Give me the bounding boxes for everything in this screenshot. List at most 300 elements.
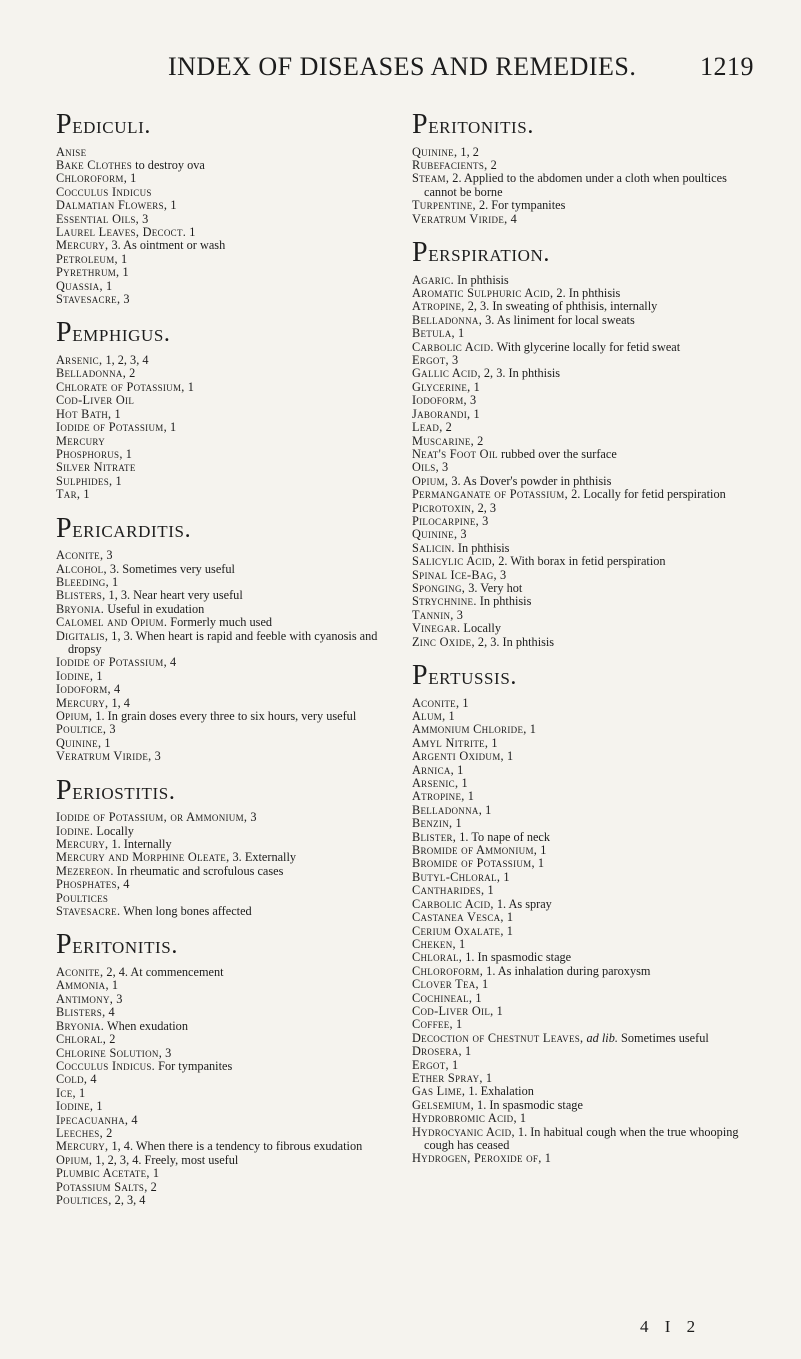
index-entry xyxy=(412,475,752,488)
remedy-name: Silver Nitrate xyxy=(56,460,136,475)
remedy-name: Chlorate of Potassium, xyxy=(56,379,185,394)
remedy-note: Locally xyxy=(460,621,501,636)
remedy-note: 1 xyxy=(75,1085,86,1100)
remedy-name: Decoction of Chestnut Leaves, xyxy=(412,1030,584,1045)
remedy-name: Mercury and Morphine Oleate, xyxy=(56,850,230,865)
remedy-name: Quassia, xyxy=(56,278,103,293)
remedy-note: 1 xyxy=(526,722,536,737)
remedy-note: 1 xyxy=(503,910,514,925)
index-entry xyxy=(56,488,398,501)
index-entry xyxy=(56,1006,398,1019)
remedy-note: 1. Internally xyxy=(108,837,172,852)
remedy-note: 1 xyxy=(537,843,547,858)
entry-list xyxy=(412,146,752,226)
index-entry xyxy=(412,777,752,790)
index-entry xyxy=(412,421,752,434)
remedy-note: 4 xyxy=(128,1112,138,1127)
remedy-name: Cheken, xyxy=(412,936,456,951)
index-entry xyxy=(412,435,752,448)
remedy-note: 1. In grain doses every three to six hours, very useful xyxy=(92,709,357,723)
remedy-name: Lead, xyxy=(412,420,443,435)
remedy-note: 1. As spray xyxy=(493,896,552,911)
remedy-note: 1 xyxy=(167,198,177,213)
remedy-note: For tympanites xyxy=(155,1058,233,1073)
remedy-note: 3 xyxy=(106,722,116,737)
remedy-note: 1 xyxy=(93,1099,103,1114)
remedy-note: 3 xyxy=(496,567,507,582)
remedy-name: Quinine, xyxy=(412,527,458,542)
index-entry xyxy=(412,1059,752,1072)
index-entry xyxy=(56,213,398,226)
remedy-name: Petroleum, xyxy=(56,251,118,266)
index-entry xyxy=(56,630,398,657)
index-entry xyxy=(56,226,398,239)
index-entry xyxy=(412,555,752,568)
remedy-note: 2 xyxy=(487,158,497,172)
remedy-note: 1 xyxy=(488,735,498,750)
remedy-name: Turpentine, xyxy=(412,198,476,213)
index-entry xyxy=(56,825,398,838)
remedy-name: Hot Bath, xyxy=(56,406,112,421)
remedy-name: Vinegar. xyxy=(412,621,461,636)
remedy-name: Mezereon. xyxy=(56,863,114,878)
remedy-note: 1 xyxy=(80,487,90,502)
remedy-name: Cod-Liver Oil, xyxy=(412,1003,494,1018)
remedy-note: 1 xyxy=(445,709,455,723)
remedy-name: Hydrogen, Peroxide of, xyxy=(412,1151,542,1166)
index-entry xyxy=(412,488,752,501)
remedy-name: Iodoform, xyxy=(412,393,467,408)
section-heading: Periostitis. xyxy=(56,774,176,806)
remedy-note: 3. As ointment or wash xyxy=(108,238,226,253)
remedy-name: Bromide of Ammonium, xyxy=(412,843,538,858)
printer-signature-mark: 4 I 2 xyxy=(640,1317,702,1336)
remedy-note: 1 xyxy=(461,1044,472,1059)
index-entry xyxy=(412,1099,752,1112)
remedy-note: 2. Locally for fetid perspiration xyxy=(568,487,726,502)
remedy-note: 1. In spasmodic stage xyxy=(462,950,572,965)
index-entry xyxy=(412,1032,752,1045)
index-entry xyxy=(56,1140,398,1153)
remedy-note: 1 xyxy=(470,406,480,421)
remedy-name: Iodide of Potassium, xyxy=(56,655,167,670)
index-entry xyxy=(412,172,752,199)
page-title: INDEX OF DISEASES AND REMEDIES. xyxy=(168,52,637,81)
index-entry xyxy=(56,1020,398,1033)
remedy-name: Poultice, xyxy=(56,722,107,737)
remedy-name: Cocculus Indicus xyxy=(56,184,152,199)
remedy-note: 2 xyxy=(474,433,484,448)
remedy-name: Butyl-Chloral, xyxy=(412,869,501,884)
section-heading: Pediculi. xyxy=(56,109,151,140)
remedy-note: 1 xyxy=(472,990,482,1005)
index-entry xyxy=(56,589,398,602)
index-entry xyxy=(412,1045,752,1058)
index-entry xyxy=(56,892,398,905)
remedy-note: 3 xyxy=(466,393,477,408)
section-heading: Perspiration. xyxy=(412,237,551,269)
index-entry xyxy=(412,884,752,897)
remedy-name: Atropine, xyxy=(412,299,465,314)
remedy-name: Neat's Foot Oil xyxy=(412,446,498,461)
remedy-note: 1 xyxy=(117,251,128,266)
remedy-note: to destroy ova xyxy=(132,158,205,172)
index-entry xyxy=(412,951,752,964)
index-entry xyxy=(56,1154,398,1167)
remedy-name: Alum, xyxy=(412,709,446,723)
index-entry xyxy=(56,448,398,461)
index-entry xyxy=(412,622,752,635)
remedy-note: In phthisis xyxy=(476,594,532,609)
remedy-name: Amyl Nitrite, xyxy=(412,735,489,750)
remedy-note: 3. As liniment for local sweats xyxy=(482,312,635,327)
remedy-note: Formerly much used xyxy=(167,615,273,630)
remedy-note: 3 xyxy=(438,460,449,475)
index-entry xyxy=(412,287,752,300)
index-entry xyxy=(56,475,398,488)
index-entry xyxy=(56,394,398,407)
remedy-name: Mercury, xyxy=(56,695,109,710)
left-column xyxy=(56,108,398,1207)
remedy-note: 1 xyxy=(93,668,103,683)
remedy-name: Pilocarpine, xyxy=(412,513,480,528)
index-entry xyxy=(56,1073,398,1086)
remedy-name: Cantharides, xyxy=(412,883,485,898)
index-entry xyxy=(412,528,752,541)
remedy-note: 2, 3, 4 xyxy=(111,1192,146,1207)
remedy-note: 2. In phthisis xyxy=(553,286,621,301)
index-entry xyxy=(56,159,398,172)
index-entry xyxy=(412,394,752,407)
remedy-name: Belladonna, xyxy=(412,312,483,327)
remedy-name: Salicylic Acid, xyxy=(412,554,496,569)
remedy-note: In phthisis xyxy=(454,540,510,555)
index-entry xyxy=(412,978,752,991)
remedy-note: 1 xyxy=(122,446,132,461)
remedy-note: 2 xyxy=(106,1032,116,1047)
remedy-note: rubbed over the surface xyxy=(497,446,617,461)
index-entry xyxy=(56,354,398,367)
remedy-name: Ergot, xyxy=(412,1057,449,1072)
index-entry xyxy=(412,1072,752,1085)
remedy-name: Mercury, xyxy=(56,238,109,253)
remedy-note: 1 xyxy=(503,923,513,938)
remedy-name: Iodine, xyxy=(56,1099,94,1114)
remedy-note: 3 xyxy=(120,292,130,307)
remedy-note: 3. Externally xyxy=(229,850,297,865)
index-entry xyxy=(412,965,752,978)
remedy-name: Steam, xyxy=(412,171,450,186)
remedy-name: Iodoform, xyxy=(56,682,111,697)
index-entry xyxy=(56,280,398,293)
index-entry xyxy=(56,146,398,159)
remedy-note: 2 xyxy=(147,1179,157,1194)
remedy-name: Cochineal, xyxy=(412,990,473,1005)
remedy-name: Arsenic, xyxy=(56,353,103,368)
index-entry xyxy=(56,878,398,891)
remedy-note: 1. In habitual cough when the true whooping cough has ceased xyxy=(424,1124,739,1152)
remedy-name: Digitalis, xyxy=(56,628,109,643)
remedy-name: Arnica, xyxy=(412,762,455,777)
index-entry xyxy=(412,871,752,884)
remedy-name: Carbolic Acid. xyxy=(412,339,494,354)
remedy-note: 1 xyxy=(112,473,122,488)
index-entry xyxy=(56,1087,398,1100)
index-entry xyxy=(412,213,752,226)
remedy-note: 1 xyxy=(108,574,119,589)
remedy-note: 1 xyxy=(482,1070,493,1085)
index-entry xyxy=(56,172,398,185)
remedy-note: In phthisis xyxy=(454,272,509,287)
index-entry xyxy=(412,938,752,951)
index-entry xyxy=(412,502,752,515)
entry-list xyxy=(56,354,398,501)
remedy-name: Aconite, xyxy=(412,695,460,710)
remedy-name: Alcohol, xyxy=(56,561,107,576)
index-entry xyxy=(56,381,398,394)
entry-list xyxy=(412,697,752,1166)
remedy-name: Phosphates, xyxy=(56,877,121,892)
index-entry xyxy=(56,865,398,878)
index-entry xyxy=(412,992,752,1005)
remedy-name: Tar, xyxy=(56,487,81,502)
section-pemphigus xyxy=(56,316,398,501)
section-heading: Peritonitis. xyxy=(56,929,178,961)
index-entry xyxy=(412,636,752,649)
remedy-name: Phosphorus, xyxy=(56,446,123,461)
remedy-name: Opium, xyxy=(412,473,449,488)
remedy-name: Picrotoxin, xyxy=(412,500,475,515)
remedy-note: 1 xyxy=(484,883,494,898)
index-entry xyxy=(412,327,752,340)
remedy-name: Veratrum Viride, xyxy=(56,749,152,764)
index-entry xyxy=(412,804,752,817)
remedy-name: Opium, xyxy=(56,709,93,723)
remedy-name: Sponging, xyxy=(412,580,466,595)
remedy-note: 1, 2, 3, 4 xyxy=(102,353,149,368)
remedy-name: Chloral, xyxy=(412,950,463,965)
index-entry xyxy=(412,737,752,750)
remedy-name: Atropine, xyxy=(412,789,465,804)
remedy-name: Tannin, xyxy=(412,607,454,622)
index-entry xyxy=(412,515,752,528)
remedy-note: When long bones affected xyxy=(120,904,252,919)
remedy-note: 2 xyxy=(126,366,136,381)
remedy-name: Veratrum Viride, xyxy=(412,211,508,226)
remedy-name: Betula, xyxy=(412,326,455,341)
index-entry xyxy=(56,549,398,562)
remedy-name: Permanganate of Potassium, xyxy=(412,487,568,502)
remedy-name: Pyrethrum, xyxy=(56,265,120,280)
remedy-name: Dalmatian Flowers, xyxy=(56,198,168,213)
index-entry xyxy=(56,1047,398,1060)
section-pericarditis xyxy=(56,512,398,764)
index-entry xyxy=(56,408,398,421)
remedy-note: 2, 3. In phthisis xyxy=(474,634,555,649)
remedy-note: 2, 3 xyxy=(474,500,497,515)
remedy-name: Jaborandi, xyxy=(412,406,471,421)
index-entry xyxy=(412,199,752,212)
remedy-name: Hydrobromic Acid, xyxy=(412,1111,517,1126)
remedy-name: Castanea Vesca, xyxy=(412,910,504,925)
remedy-note: 1. As inhalation during paroxysm xyxy=(483,963,651,978)
remedy-name: Essential Oils, xyxy=(56,211,140,226)
index-entry xyxy=(56,435,398,448)
index-entry xyxy=(56,1167,398,1180)
remedy-note: 4 xyxy=(120,877,130,892)
remedy-note: 1, 2 xyxy=(457,144,479,159)
entry-list xyxy=(412,274,752,649)
remedy-name: Anise xyxy=(56,144,87,159)
remedy-note: 1 xyxy=(454,326,465,341)
index-entry xyxy=(412,354,752,367)
index-entry xyxy=(56,710,398,723)
remedy-name: Quinine, xyxy=(56,735,102,750)
remedy-name: Quinine, xyxy=(412,144,458,159)
remedy-note: 4 xyxy=(87,1072,97,1087)
index-entry xyxy=(412,595,752,608)
remedy-name: Aconite, xyxy=(56,965,104,980)
remedy-name: Salicin. xyxy=(412,540,455,555)
index-entry xyxy=(56,1127,398,1140)
entry-list xyxy=(56,966,398,1207)
index-entry xyxy=(412,461,752,474)
remedy-note: 1 xyxy=(478,977,489,992)
remedy-note: 1 xyxy=(452,1017,463,1032)
remedy-name: Clover Tea, xyxy=(412,977,479,992)
remedy-name: Carbolic Acid, xyxy=(412,896,494,911)
index-entry xyxy=(412,764,752,777)
page-number: 1219 xyxy=(700,52,754,81)
remedy-name: Bromide of Potassium, xyxy=(412,856,535,871)
remedy-note: 3 xyxy=(479,513,489,528)
remedy-name: Blisters, xyxy=(56,1005,106,1020)
remedy-name: Bryonia. xyxy=(56,1018,105,1033)
remedy-note: 1 xyxy=(184,379,194,394)
index-entry xyxy=(412,1005,752,1018)
remedy-name: Ammonia, xyxy=(56,978,109,993)
remedy-note: 1 xyxy=(102,278,113,293)
remedy-name: Aconite, xyxy=(56,548,104,563)
section-peritonitis xyxy=(412,108,752,226)
index-entry xyxy=(412,1085,752,1098)
remedy-name: Iodide of Potassium, xyxy=(56,420,167,435)
remedy-name: Coffee, xyxy=(412,1017,453,1032)
remedy-name: Chloroform, xyxy=(56,171,128,186)
index-entry xyxy=(56,293,398,306)
remedy-note: 3. Very hot xyxy=(465,580,523,595)
index-entry xyxy=(56,993,398,1006)
remedy-name: Gelsemium, xyxy=(412,1097,474,1112)
section-pediculi xyxy=(56,108,398,306)
index-entry xyxy=(56,1114,398,1127)
remedy-note: 1 xyxy=(149,1166,160,1181)
remedy-name: Leeches, xyxy=(56,1125,103,1140)
index-entry xyxy=(56,576,398,589)
index-entry xyxy=(56,603,398,616)
remedy-note: 1 xyxy=(101,735,111,750)
index-entry xyxy=(56,367,398,380)
index-entry xyxy=(412,314,752,327)
index-entry xyxy=(56,851,398,864)
remedy-note: 1 xyxy=(454,762,464,777)
remedy-name: Ammonium Chloride, xyxy=(412,722,527,737)
remedy-note: 1 xyxy=(452,816,462,831)
remedy-note: 1 xyxy=(464,789,474,804)
remedy-note: 2, 3. In phthisis xyxy=(480,366,561,381)
index-entry xyxy=(412,817,752,830)
index-entry xyxy=(56,1194,398,1207)
remedy-note: 2 xyxy=(442,420,452,435)
index-entry xyxy=(412,582,752,595)
remedy-name: Cerium Oxalate, xyxy=(412,923,504,938)
remedy-note: 3. As Dover's powder in phthisis xyxy=(448,473,612,488)
index-entry xyxy=(56,616,398,629)
remedy-name: Gallic Acid, xyxy=(412,366,481,381)
index-entry xyxy=(412,831,752,844)
remedy-note: 3 xyxy=(103,548,113,563)
index-entry xyxy=(412,710,752,723)
remedy-name: Belladonna, xyxy=(412,802,483,817)
remedy-note: 1 xyxy=(482,802,492,817)
remedy-name: Argenti Oxidum, xyxy=(412,749,504,764)
remedy-note: 1 xyxy=(119,265,129,280)
index-entry xyxy=(56,1033,398,1046)
remedy-note: 3 xyxy=(247,810,257,825)
section-heading: Pertussis. xyxy=(412,660,517,691)
index-entry xyxy=(412,857,752,870)
remedy-name: Ipecacuanha, xyxy=(56,1112,129,1127)
index-entry xyxy=(412,408,752,421)
remedy-note: 3 xyxy=(113,991,123,1006)
remedy-name: Cocculus Indicus. xyxy=(56,1058,156,1073)
remedy-note: 2. For tympanites xyxy=(475,198,566,213)
remedy-name: Spinal Ice-Bag, xyxy=(412,567,497,582)
remedy-note: With glycerine locally for fetid sweat xyxy=(493,339,681,354)
index-entry xyxy=(56,199,398,212)
remedy-note: 4 xyxy=(507,211,517,226)
index-entry xyxy=(56,905,398,918)
index-entry xyxy=(412,898,752,911)
index-entry xyxy=(56,186,398,199)
remedy-note: 1 xyxy=(111,406,121,421)
index-entry xyxy=(412,341,752,354)
remedy-note: 1, 3. Near heart very useful xyxy=(105,588,243,603)
remedy-name: Belladonna, xyxy=(56,366,127,381)
index-entry xyxy=(56,1060,398,1073)
remedy-name: Cold, xyxy=(56,1072,88,1087)
remedy-name: Bake Clothes xyxy=(56,158,133,172)
index-entry xyxy=(412,146,752,159)
remedy-name: Oils, xyxy=(412,460,439,475)
remedy-name: Glycerine, xyxy=(412,379,471,394)
index-entry xyxy=(412,1018,752,1031)
entry-list xyxy=(56,811,398,918)
section-periostitis xyxy=(56,774,398,919)
index-entry xyxy=(56,838,398,851)
remedy-note: 1 xyxy=(541,1151,551,1166)
remedy-name: Zinc Oxide, xyxy=(412,634,475,649)
remedy-name: Stavesacre, xyxy=(56,292,121,307)
index-entry xyxy=(412,1112,752,1125)
remedy-name: Rubefacients, xyxy=(412,158,488,172)
remedy-note: 1 xyxy=(493,1003,503,1018)
remedy-name: Gas Lime, xyxy=(412,1084,466,1099)
remedy-note: 1, 4 xyxy=(108,695,130,710)
remedy-note: 1 xyxy=(516,1111,527,1126)
index-entry xyxy=(56,750,398,763)
remedy-name: Aromatic Sulphuric Acid, xyxy=(412,286,554,301)
